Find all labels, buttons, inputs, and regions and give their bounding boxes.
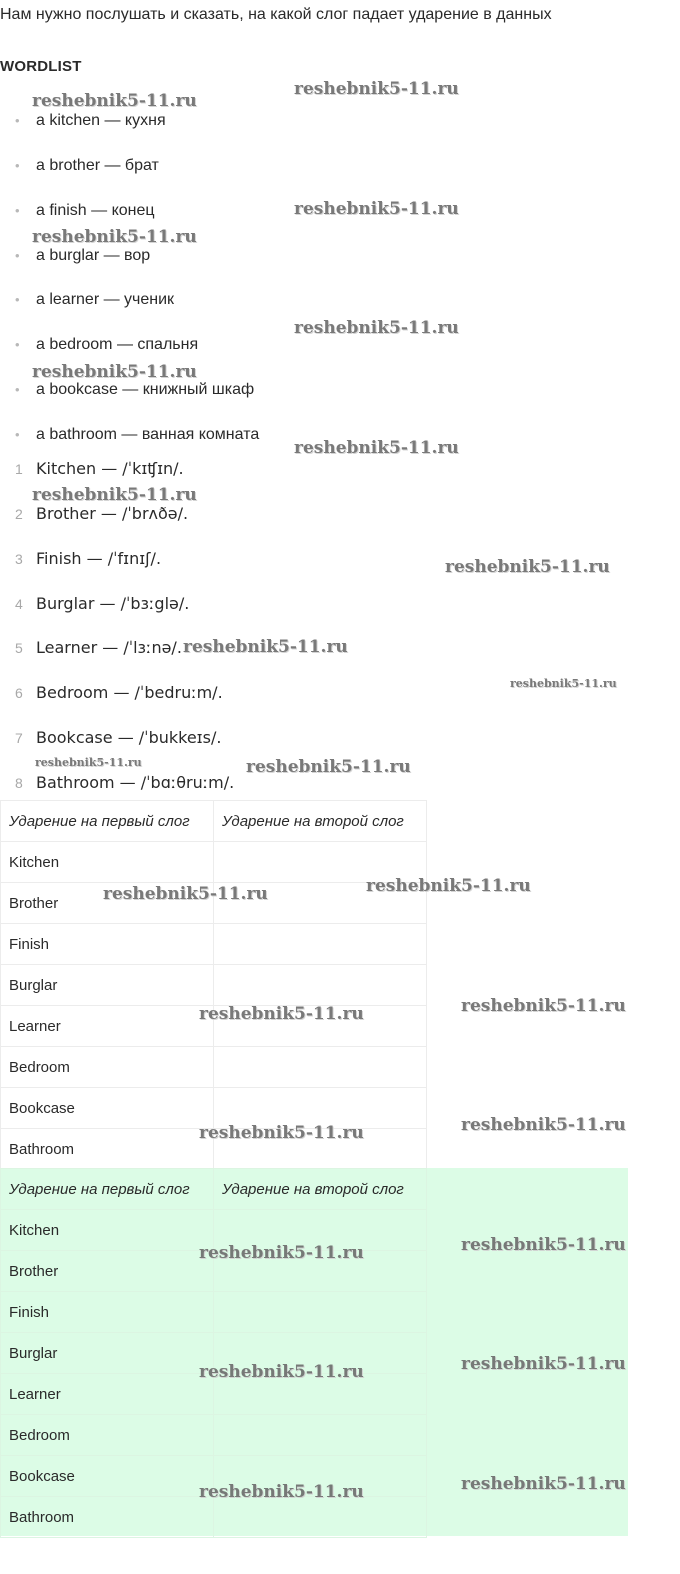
- watermark: reshebnik5-11.ru: [199, 1482, 364, 1502]
- list-item: [0, 109, 259, 154]
- list-item: [0, 681, 234, 726]
- transcription-text: Bathroom — /ˈbɑːθruːm/.: [36, 772, 235, 792]
- bullet-icon: •: [15, 157, 20, 173]
- word-translation: a bookcase — книжный шкаф: [36, 381, 255, 399]
- table-row: [1, 924, 427, 965]
- item-number: 5: [15, 640, 23, 657]
- transcription-text: Burglar — /ˈbɜːglə/.: [36, 593, 190, 613]
- list-item: [0, 547, 234, 592]
- word-translation: a learner — ученик: [36, 291, 175, 309]
- table-cell: [214, 1497, 427, 1538]
- table-row: [1, 842, 427, 883]
- table-cell: Kitchen: [1, 842, 214, 883]
- transcription-text: Bedroom — /ˈbedruːm/.: [36, 683, 223, 703]
- table-cell: Bookcase: [1, 1088, 214, 1129]
- watermark: reshebnik5-11.ru: [461, 996, 626, 1016]
- watermark: reshebnik5-11.ru: [199, 1004, 364, 1024]
- watermark: reshebnik5-11.ru: [445, 557, 610, 577]
- item-number: 4: [15, 595, 23, 612]
- table-row: [1, 965, 427, 1006]
- watermark: reshebnik5-11.ru: [510, 677, 617, 690]
- item-number: 8: [15, 774, 23, 791]
- table-cell: [214, 1292, 427, 1333]
- bullet-icon: •: [15, 202, 20, 218]
- table-cell: Finish: [1, 924, 214, 965]
- table-header-row: [1, 1169, 427, 1210]
- watermark: reshebnik5-11.ru: [183, 637, 348, 657]
- header-second-syllable: Ударение на второй слог: [214, 801, 427, 842]
- table-cell: Brother: [1, 1251, 214, 1292]
- header-second-syllable: Ударение на второй слог: [214, 1169, 427, 1210]
- watermark: reshebnik5-11.ru: [294, 199, 459, 219]
- watermark: reshebnik5-11.ru: [199, 1243, 364, 1263]
- watermark: reshebnik5-11.ru: [366, 876, 531, 896]
- table-cell: [214, 965, 427, 1006]
- list-item: [0, 244, 259, 289]
- table-cell: Bedroom: [1, 1047, 214, 1088]
- table-row: [1, 1415, 427, 1456]
- watermark: reshebnik5-11.ru: [461, 1115, 626, 1135]
- header-first-syllable: Ударение на первый слог: [1, 1169, 214, 1210]
- watermark: reshebnik5-11.ru: [461, 1474, 626, 1494]
- table-cell: Kitchen: [1, 1210, 214, 1251]
- table-cell: Burglar: [1, 1333, 214, 1374]
- transcription-text: Bookcase — /ˈbukkeɪs/.: [36, 728, 222, 748]
- table-cell: [214, 1047, 427, 1088]
- table-cell: [214, 1415, 427, 1456]
- watermark: reshebnik5-11.ru: [246, 757, 411, 777]
- item-number: 1: [15, 461, 23, 477]
- watermark: reshebnik5-11.ru: [103, 884, 268, 904]
- bullet-icon: •: [15, 382, 20, 398]
- table-cell: Bedroom: [1, 1415, 214, 1456]
- watermark: reshebnik5-11.ru: [461, 1354, 626, 1374]
- table-row: [1, 1292, 427, 1333]
- table-cell: Bathroom: [1, 1497, 214, 1538]
- table-header-row: [1, 801, 427, 842]
- list-item: [0, 288, 259, 333]
- word-translation: a brother — брат: [36, 156, 159, 174]
- bullet-icon: •: [15, 113, 20, 128]
- table-cell: Burglar: [1, 965, 214, 1006]
- wordlist-heading: WORDLIST: [0, 58, 82, 75]
- list-item: [0, 502, 234, 547]
- bullet-icon: •: [15, 426, 20, 442]
- watermark: reshebnik5-11.ru: [294, 318, 459, 338]
- list-item: [0, 592, 234, 637]
- watermark: reshebnik5-11.ru: [294, 79, 459, 99]
- table-cell: Brother: [1, 883, 214, 924]
- item-number: 3: [15, 550, 23, 567]
- word-translation: a finish — конец: [36, 201, 155, 219]
- watermark: reshebnik5-11.ru: [199, 1123, 364, 1143]
- watermark: reshebnik5-11.ru: [294, 438, 459, 458]
- transcription-text: Brother — /ˈbrʌðə/.: [36, 503, 189, 523]
- intro-text: Нам нужно послушать и сказать, на какой слог падает ударение в данных: [0, 6, 552, 23]
- word-translation: a kitchen — кухня: [36, 112, 166, 129]
- word-translation: a bedroom — спальня: [36, 336, 199, 354]
- list-item: [0, 154, 259, 199]
- table-cell: Learner: [1, 1006, 214, 1047]
- transcription-text: Finish — /ˈfɪnɪʃ/.: [36, 548, 162, 568]
- bullet-icon: •: [15, 292, 20, 308]
- item-number: 6: [15, 685, 23, 702]
- transcription-text: Learner — /ˈlɜːnə/.: [36, 638, 182, 658]
- watermark: reshebnik5-11.ru: [32, 91, 197, 111]
- table-row: [1, 1497, 427, 1538]
- list-item: [0, 378, 259, 423]
- bullet-icon: •: [15, 247, 20, 263]
- table-cell: Learner: [1, 1374, 214, 1415]
- header-first-syllable: Ударение на первый слог: [1, 801, 214, 842]
- transcription-text: Kitchen — /ˈkɪʧɪn/.: [36, 459, 184, 478]
- watermark: reshebnik5-11.ru: [32, 227, 197, 247]
- watermark: reshebnik5-11.ru: [461, 1235, 626, 1255]
- item-number: 2: [15, 505, 23, 522]
- wordlist: [0, 109, 259, 468]
- word-translation: a bathroom — ванная комната: [36, 425, 260, 443]
- watermark: reshebnik5-11.ru: [35, 756, 142, 769]
- watermark: reshebnik5-11.ru: [32, 362, 197, 382]
- word-translation: a burglar — вор: [36, 246, 151, 264]
- bullet-icon: •: [15, 337, 20, 353]
- item-number: 7: [15, 730, 23, 747]
- watermark: reshebnik5-11.ru: [32, 485, 197, 505]
- table-cell: [214, 924, 427, 965]
- table-cell: Bathroom: [1, 1129, 214, 1170]
- stress-table-exercise: [0, 800, 427, 1170]
- watermark: reshebnik5-11.ru: [199, 1362, 364, 1382]
- table-row: [1, 1047, 427, 1088]
- table-cell: Bookcase: [1, 1456, 214, 1497]
- table-cell: Finish: [1, 1292, 214, 1333]
